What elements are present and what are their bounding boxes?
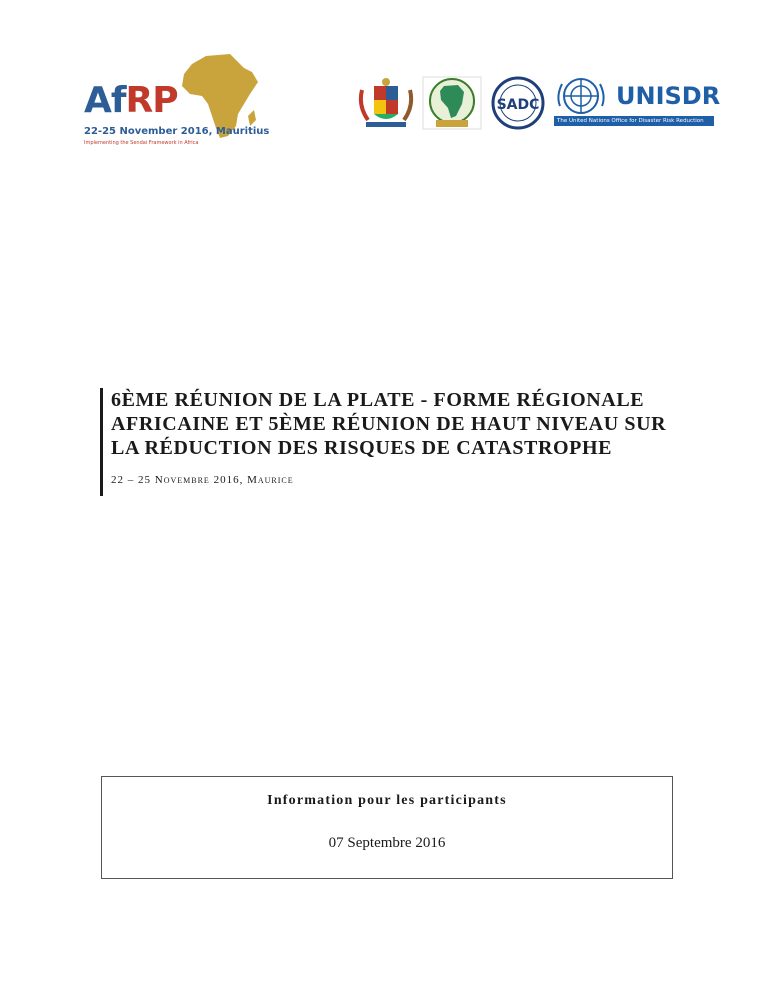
info-box (101, 776, 673, 879)
afrp-tagline: Implementing the Sendai Framework in Africa (84, 140, 199, 146)
document-title: 6ÈME RÉUNION DE LA PLATE - FORME RÉGIONALE AFRICAINE ET 5ÈME RÉUNION DE HAUT NIVEAU SUR LA RÉDUCTION DES RISQUES DE CATASTROPHE (111, 389, 667, 459)
mauritius-coat-of-arms-icon (356, 76, 416, 130)
document-subtitle: 22 – 25 Novembre 2016, Maurice (111, 474, 294, 486)
united-nations-icon (554, 76, 608, 116)
unisdr-logo (554, 76, 721, 130)
info-date: 07 Septembre 2016 (328, 835, 446, 851)
african-union-icon (422, 76, 482, 130)
unisdr-subtitle: The United Nations Office for Disaster Risk Reduction (554, 116, 714, 126)
unisdr-wordmark: UNISDR (616, 82, 721, 110)
sadc-icon (488, 76, 548, 130)
afrp-wordmark: AfRP (84, 80, 178, 121)
info-heading: Information pour les participants (267, 793, 507, 808)
afrp-logo (70, 52, 270, 147)
partner-logos (352, 76, 721, 132)
title-block (100, 388, 671, 496)
svg-text:SADC: SADC (496, 97, 540, 113)
afrp-dates: 22-25 November 2016, Mauritius (84, 126, 270, 137)
